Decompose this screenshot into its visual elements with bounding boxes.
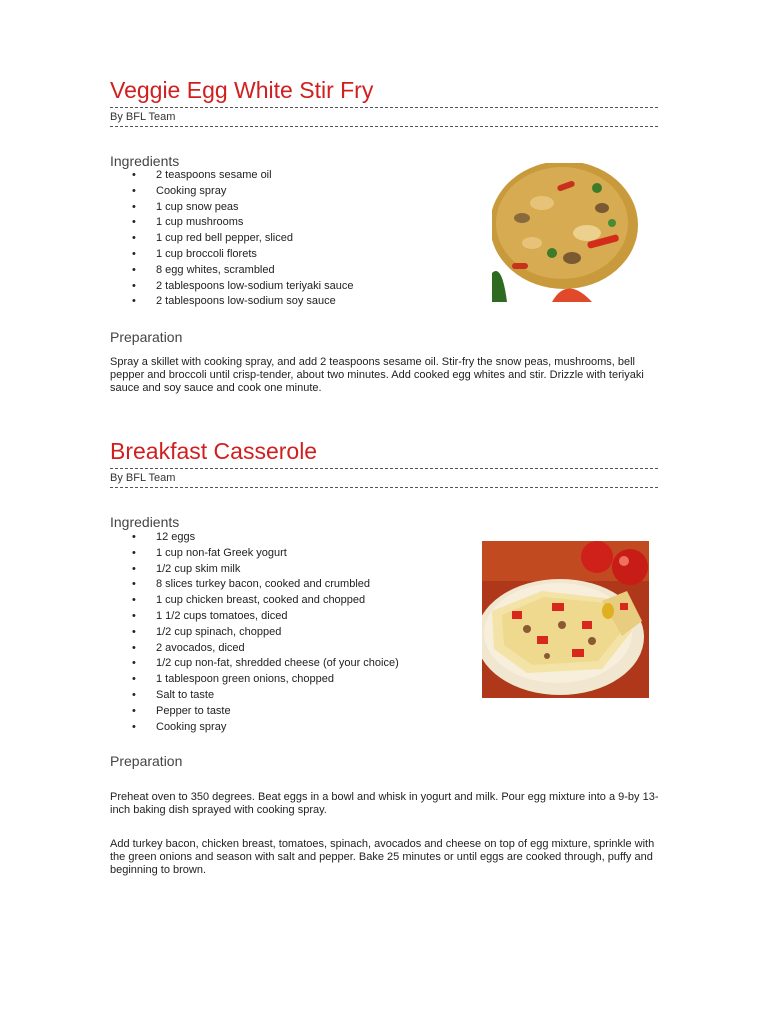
list-item: • 8 egg whites, scrambled	[110, 263, 354, 279]
list-item: • Cooking spray	[110, 184, 354, 200]
preparation-heading: Preparation	[110, 753, 183, 769]
list-item: • 2 avocados, diced	[110, 641, 399, 657]
list-item: • 1 cup red bell pepper, sliced	[110, 231, 354, 247]
list-item: • 1/2 cup skim milk	[110, 562, 399, 578]
list-item: • 12 eggs	[110, 530, 399, 546]
preparation-text: Add turkey bacon, chicken breast, tomatoes, spinach, avocados and cheese on top of egg mixture, sprinkle with the green onions and season with salt and pepper. Bake 25 minutes or until eggs are cooked through, puffy and beginning to brown.	[110, 838, 655, 876]
list-item: • Pepper to taste	[110, 704, 399, 720]
list-item: • Cooking spray	[110, 720, 399, 736]
list-item: • 1/2 cup spinach, chopped	[110, 625, 399, 641]
list-item: • 1 cup broccoli florets	[110, 247, 354, 263]
preparation-heading: Preparation	[110, 329, 183, 345]
stir-fry-illustration	[492, 163, 638, 302]
list-item: • 2 tablespoons low-sodium soy sauce	[110, 294, 354, 310]
list-item: • 2 tablespoons low-sodium teriyaki sauce	[110, 279, 354, 295]
list-item: • 2 teaspoons sesame oil	[110, 168, 354, 184]
preparation-text: Spray a skillet with cooking spray, and add 2 teaspoons sesame oil. Stir-fry the snow peas, mushrooms, bell pepper and broccoli until crisp-tender, about two minutes. Add cooked egg whites and stir. Drizzle with teriyaki sauce and soy sauce and cook one minute.	[110, 356, 644, 394]
recipe-veggie-stir-fry	[110, 76, 658, 394]
preparation-text: Preheat oven to 350 degrees. Beat eggs in a bowl and whisk in yogurt and milk. Pour egg mixture into a 9-by 13-inch baking dish sprayed with cooking spray.	[110, 791, 659, 816]
list-item: • 1 cup mushrooms	[110, 215, 354, 231]
casserole-photo	[482, 541, 649, 698]
ingredients-list	[110, 168, 354, 310]
recipe-title: Breakfast Casserole	[110, 438, 318, 464]
list-item: • 1 1/2 cups tomatoes, diced	[110, 609, 399, 625]
list-item: • 1 cup chicken breast, cooked and chopped	[110, 593, 399, 609]
list-item: • 1 cup non-fat Greek yogurt	[110, 546, 399, 562]
ingredients-heading: Ingredients	[110, 514, 180, 530]
ingredients-list	[110, 530, 399, 735]
recipe-byline: By BFL Team	[110, 107, 658, 127]
casserole-illustration	[482, 541, 649, 698]
stir-fry-photo	[492, 163, 638, 302]
recipe-title: Veggie Egg White Stir Fry	[110, 77, 374, 103]
recipe-breakfast-casserole	[110, 437, 659, 876]
ingredients-heading: Ingredients	[110, 153, 180, 169]
list-item: • 8 slices turkey bacon, cooked and crumbled	[110, 577, 399, 593]
list-item: • 1 cup snow peas	[110, 200, 354, 216]
list-item: • Salt to taste	[110, 688, 399, 704]
list-item: • 1/2 cup non-fat, shredded cheese (of your choice)	[110, 656, 399, 672]
list-item: • 1 tablespoon green onions, chopped	[110, 672, 399, 688]
recipe-byline: By BFL Team	[110, 468, 658, 488]
